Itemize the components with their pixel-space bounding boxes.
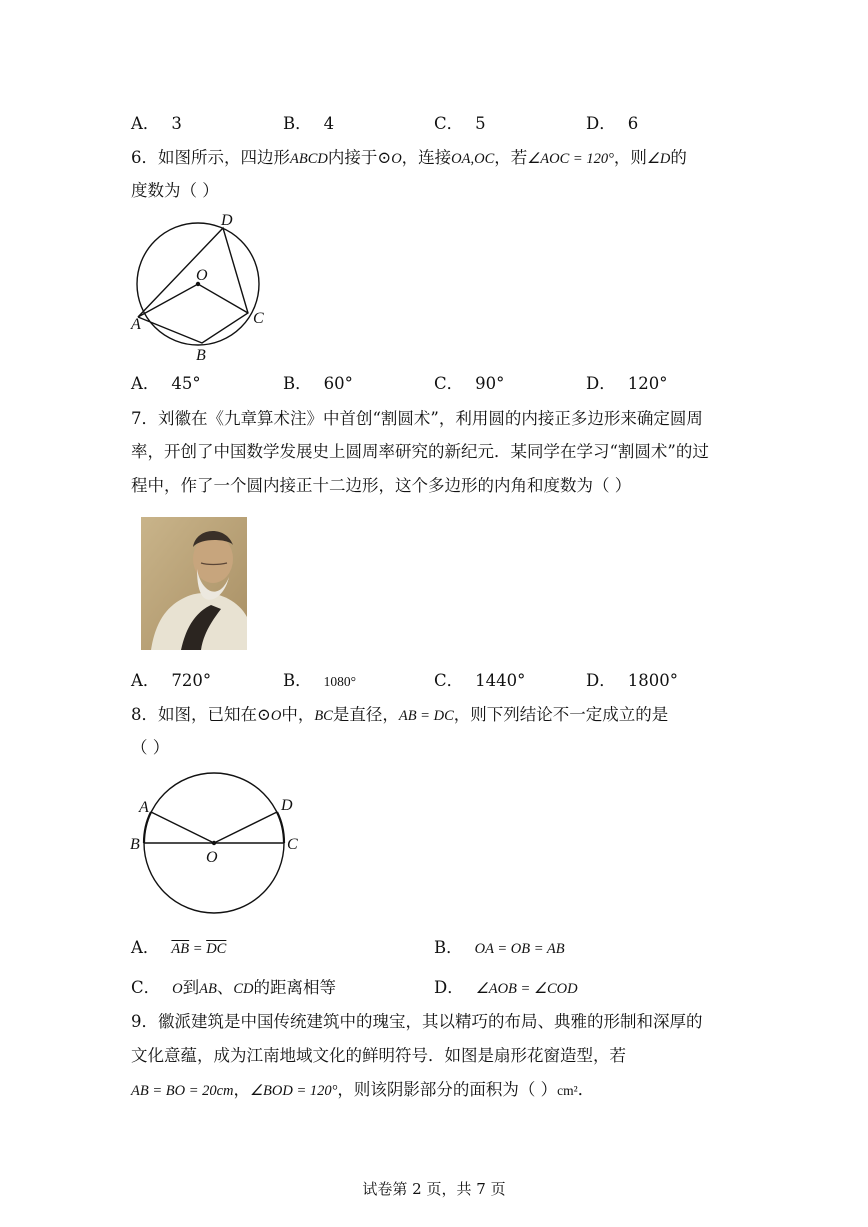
q6-figure: [126, 205, 276, 367]
q9-stem-line2: 文化意蕴，成为江南地域文化的鲜明符号．如图是扇形花窗造型，若: [131, 1046, 626, 1065]
q7-stem-line1: 7．刘徽在《九章算术注》中首创“割圆术”，利用圆的内接正多边形来确定圆周: [131, 409, 703, 428]
q8-option-a: A． $\overline{AB} = \overline{DC}$: [131, 938, 227, 957]
q8-stem-line1: 8．如图，已知在⊙O中，BC是直径，AB = DC，则下列结论不一定成立的是: [131, 705, 669, 724]
q5-option-b: B． 4: [283, 114, 335, 133]
q8-option-d: D． ∠AOB = ∠COD: [434, 978, 578, 997]
q8-figure: [126, 768, 306, 928]
q8-radius-oa: [151, 812, 214, 843]
q6-quadrilateral: [138, 228, 248, 343]
q7-option-a: A． 720°: [131, 671, 212, 690]
q6-label-d: D: [221, 212, 233, 229]
q6-stem-line2: 度数为（ ）: [131, 181, 219, 200]
q9-stem-line1: 9．徽派建筑是中国传统建筑中的瑰宝，其以精巧的布局、典雅的形制和深厚的: [131, 1012, 703, 1031]
q8-radius-od: [214, 812, 277, 843]
q8-option-c: C． O到AB、CD的距离相等: [131, 978, 336, 997]
q8-label-o: O: [206, 849, 218, 866]
q8-label-d: D: [281, 797, 293, 814]
q7-stem-line2: 率，开创了中国数学发展史上圆周率研究的新纪元．某同学在学习“割圆术”的过: [131, 442, 709, 461]
q6-label-b: B: [196, 347, 206, 364]
q8-label-b: B: [130, 836, 140, 853]
q6-label-a: A: [131, 316, 141, 333]
q8-chord-dc: [277, 812, 284, 843]
q8-center-dot: [212, 841, 216, 845]
q7-option-d: D． 1800°: [586, 671, 678, 690]
q5-option-a: A． 3: [131, 114, 182, 133]
liu-hui-portrait-image: [141, 517, 247, 650]
q6-label-o: O: [196, 267, 208, 284]
q6-stem-line1: 6．如图所示，四边形ABCD内接于⊙O，连接OA,OC，若∠AOC = 120°，则∠D的: [131, 148, 687, 167]
q7-option-c: C． 1440°: [434, 671, 526, 690]
q6-option-b: B． 60°: [283, 374, 353, 393]
q8-chord-ab: [144, 812, 151, 843]
q5-option-d: D． 6: [586, 114, 639, 133]
q9-stem-line3: AB = BO = 20cm，∠BOD = 120°，则该阴影部分的面积为（ ）cm²．: [131, 1080, 595, 1099]
q6-option-a: A． 45°: [131, 374, 201, 393]
q6-option-c: C． 90°: [434, 374, 505, 393]
q5-option-c: C． 5: [434, 114, 486, 133]
page-footer: 试卷第 2 页，共 7 页: [362, 1180, 506, 1198]
q7-option-b: B． 1080°: [283, 671, 357, 690]
q6-option-d: D． 120°: [586, 374, 668, 393]
q8-option-b: B． OA = OB = AB: [434, 938, 565, 957]
q7-stem-line3: 程中，作了一个圆内接正十二边形，这个多边形的内角和度数为（ ）: [131, 476, 632, 495]
q8-label-c: C: [287, 836, 298, 853]
q6-label-c: C: [253, 310, 264, 327]
q8-stem-line2: （ ）: [131, 738, 170, 757]
q8-label-a: A: [139, 799, 149, 816]
